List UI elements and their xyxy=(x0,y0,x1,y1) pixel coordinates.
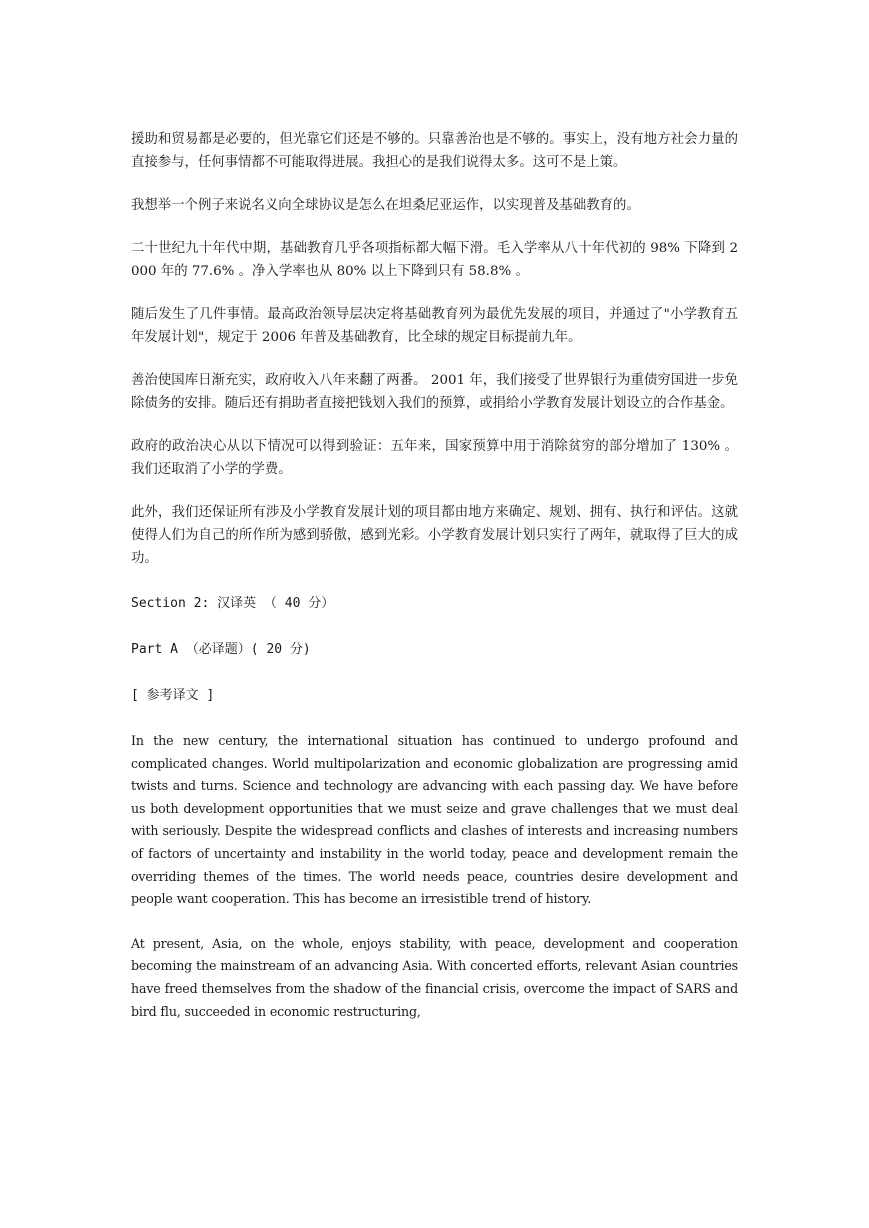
section-heading: Section 2: 汉译英 （ 40 分） xyxy=(131,596,335,611)
zh-paragraph-4: 随后发生了几件事情。最高政治领导层决定将基础教育列为最优先发展的项目，并通过了"小学教育五年发展计划"，规定于 2006 年普及基础教育，比全球的规定目标提前九年。 xyxy=(131,307,738,345)
document-page xyxy=(131,128,738,1045)
zh-paragraph-6: 政府的政治决心从以下情况可以得到验证：五年来，国家预算中用于消除贫穷的部分增加了 130% 。我们还取消了小学的学费。 xyxy=(131,439,738,477)
en-paragraph-1: In the new century, the international situation has continued to undergo profound and complicated changes. World multipolarization and economic globalization are progressing amid twists and turns. Science and technology are advancing with each passing day. We have before us both development opportunities that we must seize and grave challenges that we must deal with seriously. Despite the widespread conflicts and clashes of interests and increasing numbers of factors of uncertainty and instability in the world today, peace and development remain the overriding themes of the times. The world needs peace, countries desire development and people want cooperation. This has become an irresistible trend of history. xyxy=(131,733,738,907)
zh-paragraph-3: 二十世纪九十年代中期，基础教育几乎各项指标都大幅下滑。毛入学率从八十年代初的 98% 下降到 2000 年的 77.6% 。净入学率也从 80% 以上下降到只有 58.8% 。 xyxy=(131,241,738,279)
zh-paragraph-2: 我想举一个例子来说名义向全球协议是怎么在坦桑尼亚运作，以实现普及基础教育的。 xyxy=(131,198,640,213)
en-paragraph-2: At present, Asia, on the whole, enjoys stability, with peace, development and cooperation becoming the mainstream of an advancing Asia. With concerted efforts, relevant Asian countries have freed themselves from the shadow of the financial crisis, overcome the impact of SARS and bird flu, succeeded in economic restructuring, xyxy=(131,935,738,1019)
zh-paragraph-7: 此外，我们还保证所有涉及小学教育发展计划的项目都由地方来确定、规划、拥有、执行和评估。这就使得人们为自己的所作所为感到骄傲，感到光彩。小学教育发展计划只实行了两年，就取得了巨大的成功。 xyxy=(131,505,738,566)
part-heading: Part A （必译题）( 20 分) xyxy=(131,642,311,657)
reference-label: [ 参考译文 ] xyxy=(131,688,215,703)
zh-paragraph-1: 援助和贸易都是必要的，但光靠它们还是不够的。只靠善治也是不够的。事实上，没有地方社会力量的直接参与，任何事情都不可能取得进展。我担心的是我们说得太多。这可不是上策。 xyxy=(131,132,738,170)
zh-paragraph-5: 善治使国库日渐充实，政府收入八年来翻了两番。 2001 年，我们接受了世界银行为重债穷国进一步免除债务的安排。随后还有捐助者直接把钱划入我们的预算，或捐给小学教育发展计划设立的合作基金。 xyxy=(131,373,738,411)
